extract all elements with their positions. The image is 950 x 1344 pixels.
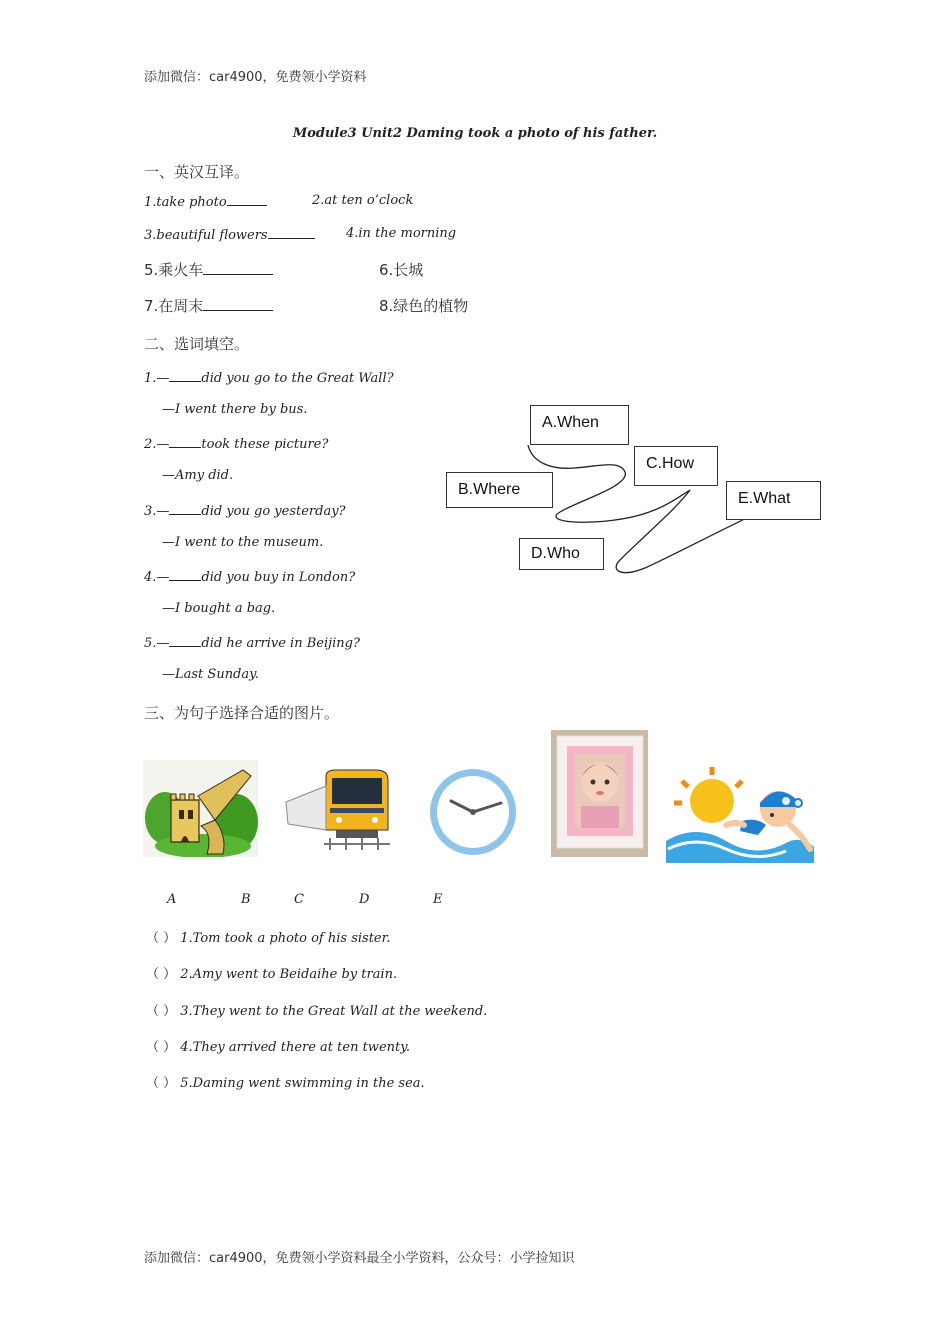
s2-question-3: 3.— did you go yesterday? bbox=[144, 504, 346, 519]
picture-letter-b: B bbox=[241, 892, 251, 907]
swimmer-picture bbox=[666, 763, 814, 863]
picture-letter-d: D bbox=[359, 892, 370, 907]
section1-heading: 一、英汉互译。 bbox=[144, 163, 250, 181]
word-box-what: E.What bbox=[726, 481, 821, 520]
header-note: 添加微信：car4900，免费领小学资料 bbox=[144, 70, 367, 85]
s2-question-4: 4.— did you buy in London? bbox=[144, 570, 356, 585]
s3-sentence-2: （ ） 2.Amy went to Beidaihe by train. bbox=[146, 967, 398, 982]
word-box-who: D.Who bbox=[519, 538, 604, 570]
word-box-how: C.How bbox=[634, 446, 718, 486]
s3-sentence-3: （ ） 3.They went to the Great Wall at the weekend. bbox=[146, 1004, 488, 1019]
great-wall-picture bbox=[143, 760, 258, 857]
s2-answer-2: —Amy did. bbox=[162, 468, 234, 483]
s2-answer-5: —Last Sunday. bbox=[162, 667, 259, 682]
s1-item-4: 4.in the morning bbox=[346, 226, 457, 241]
s1-item-1: 1.take photo bbox=[144, 193, 267, 210]
s2-question-1: 1.— did you go to the Great Wall? bbox=[144, 371, 394, 386]
picture-letter-e: E bbox=[433, 892, 443, 907]
s1-item-3: 3.beautiful flowers bbox=[144, 226, 315, 243]
s2-question-2: 2.— took these picture? bbox=[144, 437, 329, 452]
footer-note: 添加微信：car4900，免费领小学资料最全小学资料，公众号：小学捡知识 bbox=[144, 1251, 575, 1266]
photo-frame-picture bbox=[551, 730, 648, 857]
s1-item-5: 5.乘火车 bbox=[144, 259, 273, 280]
picture-letter-a: A bbox=[167, 892, 177, 907]
page-title: Module3 Unit2 Daming took a photo of his father. bbox=[292, 126, 658, 141]
s1-item-8: 8.绿色的植物 bbox=[379, 297, 469, 315]
s2-question-5: 5.— did he arrive in Beijing? bbox=[144, 636, 360, 651]
s1-item-7: 7.在周末 bbox=[144, 295, 273, 316]
section2-heading: 二、选词填空。 bbox=[144, 335, 250, 353]
s1-item-2: 2.at ten o’clock bbox=[312, 193, 414, 208]
s2-answer-3: —I went to the museum. bbox=[162, 535, 324, 550]
word-box-when: A.When bbox=[530, 405, 629, 445]
train-picture bbox=[284, 768, 392, 853]
s3-sentence-4: （ ） 4.They arrived there at ten twenty. bbox=[146, 1040, 410, 1055]
picture-letter-c: C bbox=[294, 892, 304, 907]
word-box-where: B.Where bbox=[446, 472, 553, 508]
section3-heading: 三、为句子选择合适的图片。 bbox=[144, 704, 340, 722]
s1-item-6: 6.长城 bbox=[379, 261, 424, 279]
s2-answer-1: —I went there by bus. bbox=[162, 402, 308, 417]
clock-picture bbox=[427, 767, 520, 857]
s3-sentence-5: （ ） 5.Daming went swimming in the sea. bbox=[146, 1076, 425, 1091]
s2-answer-4: —I bought a bag. bbox=[162, 601, 276, 616]
s3-sentence-1: （ ） 1.Tom took a photo of his sister. bbox=[146, 931, 391, 946]
